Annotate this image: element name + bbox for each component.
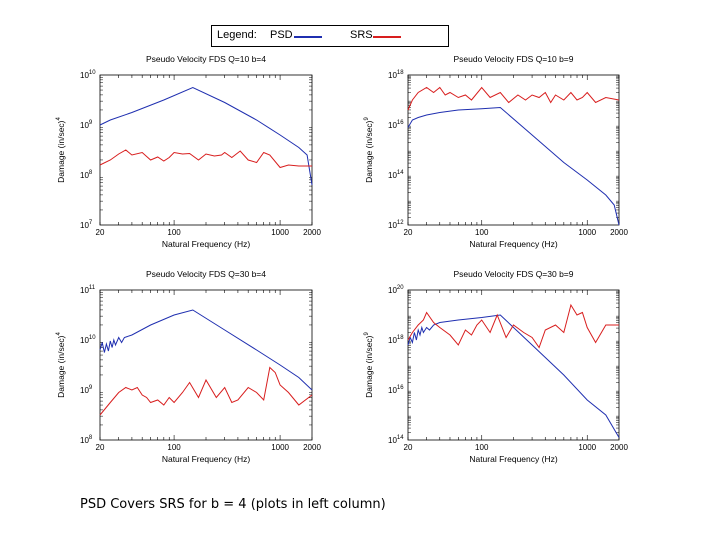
series-line-psd <box>408 315 619 438</box>
x-tick-label: 2000 <box>303 228 321 237</box>
series-line-srs <box>408 305 619 348</box>
y-axis-label: Damage $(in/\sec)^4$ <box>56 117 66 183</box>
x-tick-label: 100 <box>475 443 489 452</box>
y-axis-label-exponent: 4 <box>56 332 62 336</box>
x-tick-label: 100 <box>167 228 181 237</box>
x-axis-label: Natural Frequency (Hz) <box>161 454 251 464</box>
series-line-psd <box>408 108 619 226</box>
chart-title: Pseudo Velocity FDS Q=30 b=4 <box>145 269 267 279</box>
x-axis-label: Natural Frequency (Hz) <box>161 239 251 249</box>
x-tick-label: 20 <box>403 443 413 452</box>
y-axis-label-exponent: 4 <box>56 117 62 121</box>
y-tick-exponent: 11 <box>88 285 96 291</box>
x-tick-label: 20 <box>95 228 105 237</box>
figure-caption: PSD Covers SRS for b = 4 (plots in left column) <box>80 497 386 512</box>
legend-psd-label: PSD <box>270 29 293 41</box>
y-axis-label: Damage $(in/\sec)^9$ <box>364 117 374 183</box>
y-tick-label: $10^{18}$ <box>388 335 404 345</box>
y-axis-label-exponent: 9 <box>364 117 370 121</box>
y-tick-label: $10^8$ <box>80 435 93 445</box>
x-tick-label: 2000 <box>303 443 321 452</box>
x-tick-label: 1000 <box>578 443 597 452</box>
x-axis-label: Natural Frequency (Hz) <box>469 239 558 249</box>
y-tick-exponent: 14 <box>396 435 404 441</box>
y-tick-exponent: 9 <box>88 385 93 391</box>
x-tick-label: 2000 <box>610 228 628 237</box>
y-tick-exponent: 12 <box>396 220 404 226</box>
legend-srs-label: SRS <box>350 29 373 41</box>
y-tick-label: $10^{11}$ <box>80 285 96 295</box>
plot-frame <box>100 75 312 225</box>
y-tick-exponent: 18 <box>396 70 404 76</box>
x-axis-label: Natural Frequency (Hz) <box>469 454 558 464</box>
series-line-srs <box>408 88 619 111</box>
chart-panel-1 <box>56 54 321 249</box>
y-tick-exponent: 14 <box>396 170 404 176</box>
y-tick-label: $10^{10}$ <box>80 335 96 345</box>
x-tick-label: 20 <box>95 443 105 452</box>
x-tick-label: 1000 <box>271 443 289 452</box>
chart-title: Pseudo Velocity FDS Q=10 b=4 <box>145 54 267 64</box>
y-tick-exponent: 18 <box>396 335 404 341</box>
y-tick-label: $10^{20}$ <box>388 285 404 295</box>
x-tick-label: 100 <box>475 228 489 237</box>
y-tick-exponent: 7 <box>88 220 93 226</box>
y-tick-label: $10^{14}$ <box>388 170 404 180</box>
x-tick-label: 100 <box>167 443 181 452</box>
chart-panel-3 <box>56 269 321 464</box>
y-tick-label: $10^8$ <box>80 170 93 180</box>
plot-frame <box>408 290 619 440</box>
y-axis-label: Damage $(in/\sec)^4$ <box>56 332 66 398</box>
y-tick-label: $10^9$ <box>80 385 93 395</box>
chart-title: Pseudo Velocity FDS Q=10 b=9 <box>453 54 574 64</box>
y-tick-label: $10^{14}$ <box>388 435 404 445</box>
x-tick-label: 2000 <box>610 443 628 452</box>
x-tick-label: 1000 <box>578 228 597 237</box>
series-line-psd <box>100 310 312 390</box>
x-tick-label: 1000 <box>271 228 289 237</box>
y-tick-exponent: 16 <box>396 385 404 391</box>
series-line-psd <box>100 88 312 186</box>
plot-frame <box>408 75 619 225</box>
y-tick-label: $10^{10}$ <box>80 70 96 80</box>
y-tick-label: $10^7$ <box>80 220 93 230</box>
y-tick-label: $10^9$ <box>80 120 93 130</box>
chart-panel-4 <box>364 269 628 464</box>
y-tick-exponent: 8 <box>88 435 93 441</box>
y-tick-exponent: 9 <box>88 120 93 126</box>
chart-title: Pseudo Velocity FDS Q=30 b=9 <box>453 269 574 279</box>
series-line-srs <box>100 150 312 168</box>
y-tick-exponent: 16 <box>396 120 404 126</box>
legend-label: Legend: <box>217 29 257 41</box>
y-tick-label: $10^{18}$ <box>388 70 404 80</box>
chart-panel-2 <box>364 54 628 249</box>
y-axis-label: Damage $(in/\sec)^9$ <box>364 332 374 398</box>
y-tick-exponent: 10 <box>88 70 96 76</box>
y-tick-exponent: 20 <box>396 285 404 291</box>
y-tick-exponent: 10 <box>88 335 96 341</box>
series-line-srs <box>100 368 312 416</box>
x-tick-label: 20 <box>403 228 413 237</box>
y-tick-label: $10^{12}$ <box>388 220 404 230</box>
y-tick-label: $10^{16}$ <box>388 120 404 130</box>
y-tick-label: $10^{16}$ <box>388 385 404 395</box>
y-tick-exponent: 8 <box>88 170 93 176</box>
y-axis-label-exponent: 9 <box>364 332 370 336</box>
